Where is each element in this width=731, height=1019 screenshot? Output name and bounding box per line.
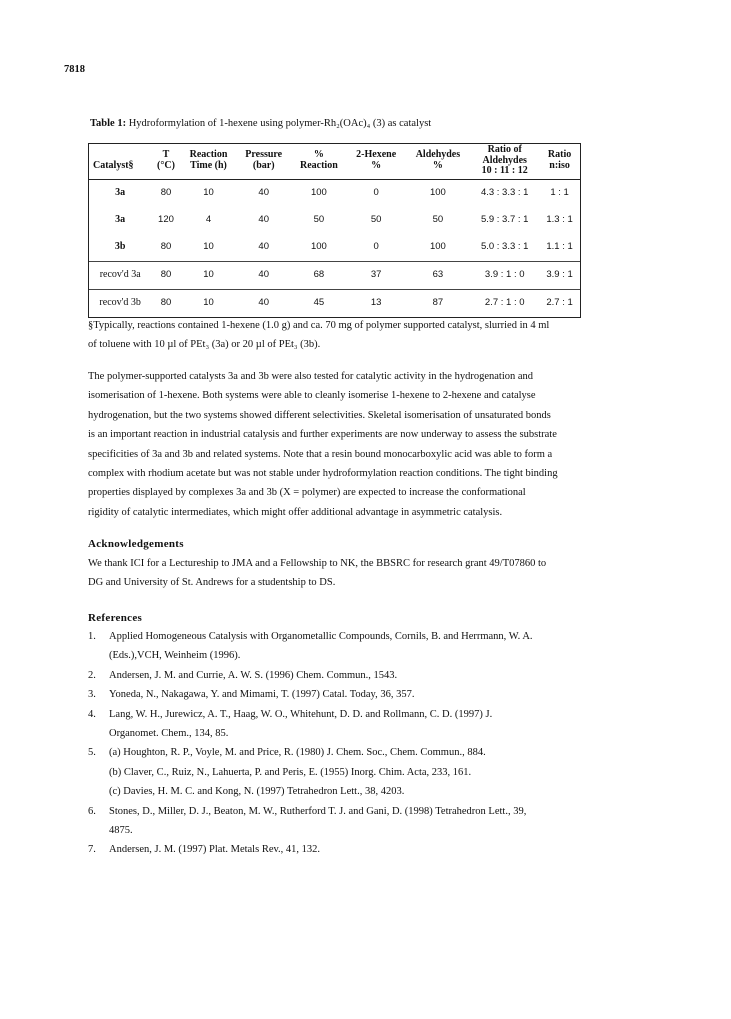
reference-line: Yoneda, N., Nakagawa, Y. and Mimami, T. (1997) Catal. Today, 36, 357. [109, 689, 415, 701]
header-reaction: % Reaction [291, 144, 347, 180]
paragraph-line: isomerisation of 1-hexene. Both systems were able to cleanly isomerise 1-hexene to 2-hexene and catalyse [88, 390, 536, 402]
reference-item [88, 802, 640, 841]
reference-line: Applied Homogeneous Catalysis with Organometallic Compounds, Cornils, B. and Herrmann, W. A. [109, 631, 533, 642]
cell-ratio: 5.0 : 3.3 : 1 [480, 241, 529, 253]
ack-line: We thank ICI for a Lectureship to JMA and a Fellowship to NK, the BBSRC for research grant 49/T07860 to [88, 558, 547, 569]
reference-line: 4875. [109, 825, 133, 837]
reference-number: 1. [88, 631, 96, 642]
table-row [89, 207, 581, 234]
cell-ratio: 3.9 : 1 : 0 [470, 261, 539, 289]
reference-line: Andersen, J. M. and Currie, A. W. S. (1996) Chem. Commun., 1543. [109, 669, 398, 681]
paragraph-line: specificities of 3a and 3b and related systems. Note that a resin bound monocarboxylic acid was able to form a [88, 448, 553, 460]
cell-hexene: 13 [347, 289, 406, 317]
paragraph-line: The polymer-supported catalysts 3a and 3b were also tested for catalytic activity in the hydrogenation and [88, 371, 534, 382]
cell-hexene: 0 [373, 187, 379, 199]
page-number: 7818 [64, 64, 85, 75]
cell-temp: 80 [160, 187, 172, 199]
reference-item [88, 840, 640, 859]
cell-pressure: 40 [258, 214, 269, 226]
body-paragraph [88, 367, 640, 522]
header-catalyst: Catalyst§ [89, 144, 152, 180]
cell-aldehydes: 100 [429, 241, 446, 253]
cell-n-iso: 2.7 : 1 [539, 289, 580, 317]
footnote-line: of toluene with 10 µl of PEt₃ (3a) or 20 µl of PEt₃ (3b). [88, 339, 321, 350]
reference-item [88, 685, 640, 704]
cell-catalyst: 3a [89, 179, 152, 207]
cell-time: 4 [205, 214, 212, 226]
reference-line: Lang, W. H., Jurewicz, A. T., Haag, W. O., Whitehunt, D. D. and Rollmann, C. D. (1997) J. [109, 708, 493, 720]
references-list [88, 627, 640, 860]
cell-n-iso: 1.1 : 1 [539, 234, 580, 262]
reference-number: 4. [88, 708, 96, 720]
table-caption-label: Table 1: [90, 118, 127, 129]
reference-item [88, 705, 640, 744]
cell-aldehydes: 50 [432, 214, 444, 226]
acknowledgements-body [88, 554, 640, 592]
cell-time: 10 [181, 261, 237, 289]
reference-line: (a) Houghton, R. P., Voyle, M. and Price, R. (1980) J. Chem. Soc., Chem. Commun., 884. [109, 747, 486, 759]
cell-time: 10 [203, 187, 214, 199]
reference-number: 5. [88, 747, 96, 759]
footnote-line: §Typically, reactions contained 1-hexene (1.0 g) and ca. 70 mg of polymer supported catalyst, slurried in 4 ml [88, 320, 550, 331]
reference-line: Organomet. Chem., 134, 85. [109, 728, 229, 740]
paragraph-line: complex with rhodium acetate but was not stable under hydroformylation reaction conditions. The tight binding [88, 468, 558, 480]
cell-reaction: 100 [310, 187, 327, 199]
cell-reaction: 68 [291, 261, 347, 289]
table-row [89, 289, 581, 317]
header-n-iso: Ratio n:iso [539, 144, 580, 180]
reference-item [88, 743, 640, 801]
results-table [88, 143, 581, 318]
cell-hexene: 37 [347, 261, 406, 289]
cell-hexene: 50 [370, 214, 382, 226]
cell-aldehydes: 63 [406, 261, 471, 289]
cell-pressure: 40 [258, 187, 269, 199]
reference-line: (b) Claver, C., Ruiz, N., Lahuerta, P. and Peris, E. (1955) Inorg. Chim. Acta, 233, 161. [109, 766, 472, 778]
reference-line: Stones, D., Miller, D. J., Beaton, M. W., Rutherford T. J. and Gani, D. (1998) Tetrahedron Lett., 39, [109, 805, 527, 817]
cell-ratio: 4.3 : 3.3 : 1 [480, 187, 529, 199]
header-time: Reaction Time (h) [181, 144, 237, 180]
table-header-row [89, 144, 581, 180]
table-footnote [88, 316, 648, 354]
cell-hexene: 0 [373, 241, 379, 253]
header-pressure: Pressure (bar) [236, 144, 291, 180]
cell-catalyst: recov'd 3b [89, 289, 152, 317]
reference-number: 6. [88, 805, 96, 817]
cell-n-iso: 1.3 : 1 [539, 207, 580, 234]
cell-reaction: 100 [310, 241, 327, 253]
paragraph-line: rigidity of catalytic intermediates, which might offer additional advantage in asymmetric catalysis. [88, 506, 503, 518]
table-caption-text: Hydroformylation of 1-hexene using polymer-Rh₂(OAc)₄ (3) as catalyst [128, 118, 432, 129]
reference-item [88, 627, 640, 666]
cell-temp: 120 [158, 214, 174, 226]
paragraph-line: is an important reaction in industrial catalysis and further experiments are now underway to assess the substrate [88, 429, 557, 441]
reference-line: (Eds.),VCH, Weinheim (1996). [109, 650, 241, 662]
reference-number: 2. [88, 669, 96, 681]
header-temp: T (°C) [151, 144, 180, 180]
reference-line: Andersen, J. M. (1997) Plat. Metals Rev., 41, 132. [109, 844, 321, 856]
header-ratio: Ratio of Aldehydes 10 : 11 : 12 [470, 144, 539, 180]
reference-number: 3. [88, 689, 96, 701]
cell-catalyst: recov'd 3a [89, 261, 152, 289]
cell-n-iso: 1 : 1 [539, 179, 580, 207]
ack-line: DG and University of St. Andrews for a studentship to DS. [88, 577, 336, 588]
cell-aldehydes: 100 [429, 187, 446, 199]
cell-reaction: 45 [291, 289, 347, 317]
reference-number: 7. [88, 844, 96, 856]
cell-n-iso: 3.9 : 1 [539, 261, 580, 289]
cell-temp: 80 [151, 289, 180, 317]
cell-temp: 80 [160, 241, 172, 253]
table-caption [90, 118, 431, 129]
table-row [89, 179, 581, 207]
header-aldehydes: Aldehydes % [406, 144, 471, 180]
cell-temp: 80 [151, 261, 180, 289]
header-hexene: 2-Hexene % [347, 144, 406, 180]
cell-time: 10 [181, 289, 237, 317]
cell-ratio: 2.7 : 1 : 0 [470, 289, 539, 317]
cell-time: 10 [203, 241, 214, 253]
cell-pressure: 40 [236, 289, 291, 317]
paragraph-line: properties displayed by complexes 3a and 3b (X = polymer) are expected to increase the conformational [88, 487, 526, 499]
cell-pressure: 40 [236, 261, 291, 289]
reference-line: (c) Davies, H. M. C. and Kong, N. (1997) Tetrahedron Lett., 38, 4203. [109, 786, 405, 798]
acknowledgements-heading: Acknowledgements [88, 538, 184, 550]
references-heading: References [88, 612, 143, 624]
table-row [89, 261, 581, 289]
cell-catalyst: 3a [89, 207, 152, 234]
cell-aldehydes: 87 [406, 289, 471, 317]
paragraph-line: hydrogenation, but the two systems showed different selectivities. Skeletal isomerisation of unsaturated bonds [88, 409, 551, 421]
cell-pressure: 40 [258, 241, 269, 253]
cell-reaction: 50 [313, 214, 325, 226]
cell-ratio: 5.9 : 3.7 : 1 [480, 214, 529, 226]
cell-catalyst: 3b [89, 234, 152, 262]
table-row [89, 234, 581, 262]
reference-item [88, 666, 640, 685]
